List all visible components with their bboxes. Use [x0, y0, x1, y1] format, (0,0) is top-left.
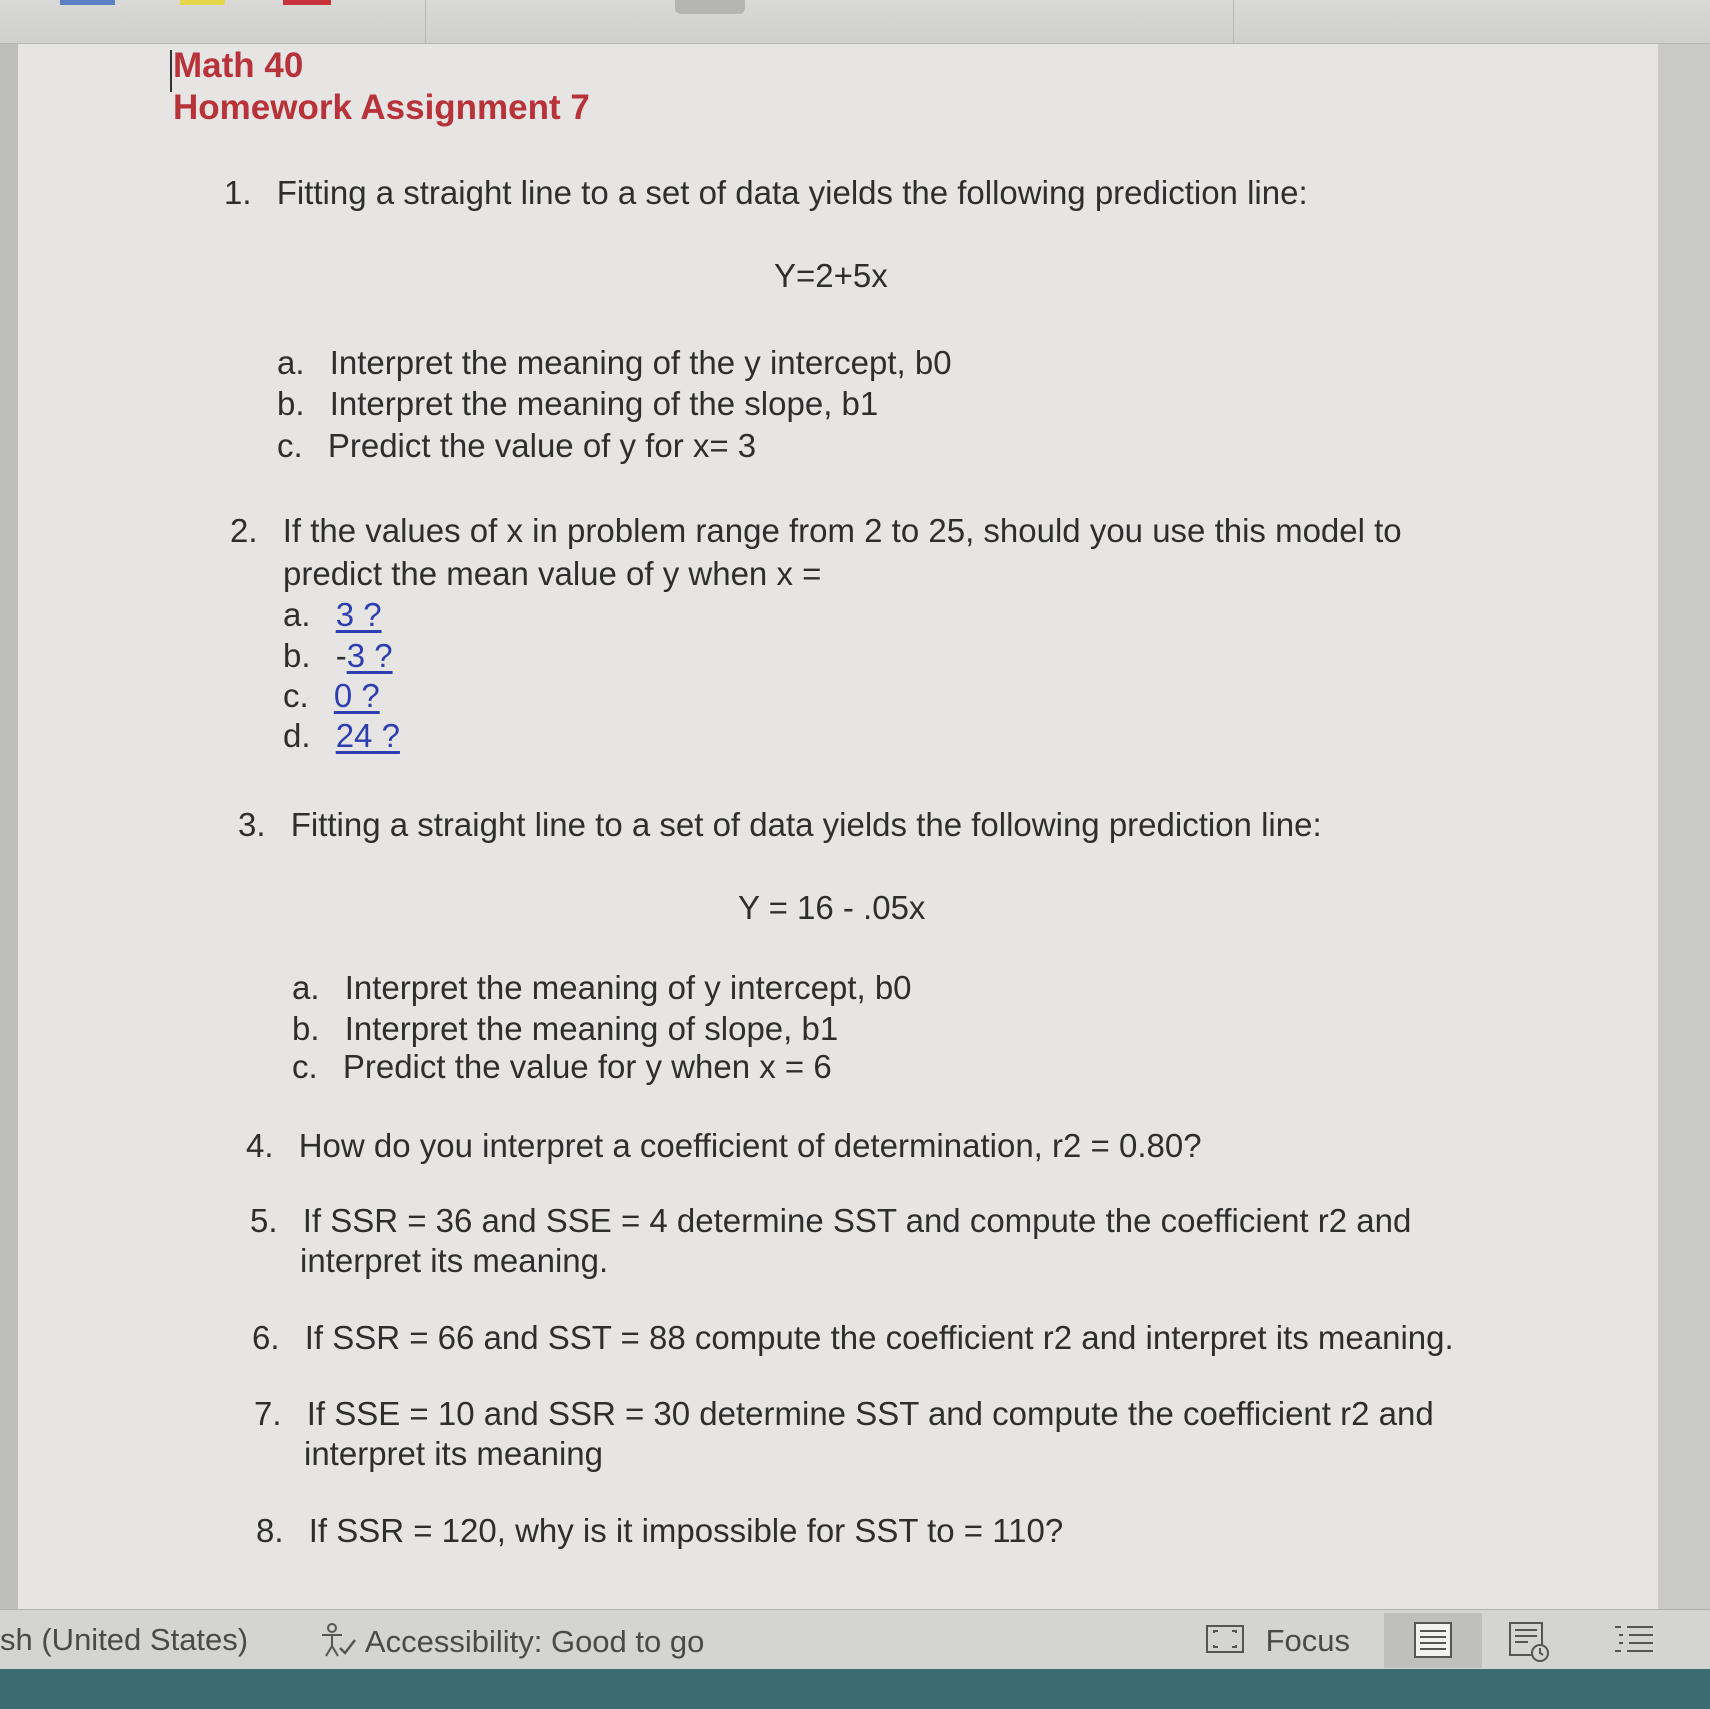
question-7: [254, 1395, 1434, 1433]
part-text: Interpret the meaning of y intercept, b0: [344, 969, 912, 1006]
focus-icon: [1205, 1623, 1245, 1655]
part-label: b.: [283, 637, 311, 674]
question-number: 6.: [252, 1319, 280, 1356]
question-8: [256, 1512, 1063, 1550]
question-2-part-c: [283, 677, 380, 715]
color-swatch-blue[interactable]: [60, 0, 115, 5]
assignment-title: Homework Assignment 7: [173, 88, 590, 127]
course-title: Math 40: [173, 46, 304, 85]
question-text: If SSR = 120, why is it impossible for SST to = 110?: [308, 1512, 1064, 1549]
value-prefix: -: [335, 637, 347, 674]
question-number: 4.: [246, 1127, 274, 1164]
toolbar-tab[interactable]: [675, 0, 745, 14]
question-text: If SSR = 36 and SSE = 4 determine SST and compute the coefficient r2 and: [302, 1202, 1412, 1239]
web-layout-icon: [1482, 1613, 1580, 1668]
accessibility-icon: [318, 1622, 358, 1658]
question-3-part-b: [292, 1010, 838, 1048]
part-label: d.: [283, 717, 311, 754]
toolbar-divider: [425, 0, 426, 44]
print-layout-icon: [1384, 1613, 1482, 1668]
question-4: [246, 1127, 1202, 1165]
accessibility-label: Accessibility: Good to go: [364, 1624, 705, 1659]
outline-view-button[interactable]: [1585, 1613, 1683, 1668]
question-6: [252, 1319, 1454, 1357]
part-label: c.: [277, 427, 303, 464]
part-label: b.: [292, 1010, 320, 1047]
part-label: a.: [292, 969, 320, 1006]
part-text: Interpret the meaning of the y intercept, b0: [329, 344, 952, 381]
question-5-continuation: interpret its meaning.: [300, 1242, 609, 1279]
question-2-continuation: predict the mean value of y when x =: [283, 555, 822, 592]
part-label: c.: [292, 1048, 318, 1085]
document-page[interactable]: [18, 44, 1658, 1609]
question-number: 8.: [256, 1512, 284, 1549]
question-text: Fitting a straight line to a set of data yields the following prediction line:: [290, 806, 1322, 843]
question-number: 7.: [254, 1395, 282, 1432]
question-number: 5.: [250, 1202, 278, 1239]
part-text: Interpret the meaning of the slope, b1: [329, 385, 879, 422]
part-label: b.: [277, 385, 305, 422]
question-2-part-d: [283, 717, 400, 755]
window-left-margin: [0, 44, 18, 1609]
part-label: a.: [283, 596, 311, 633]
question-1: [224, 174, 1308, 212]
question-3: [238, 806, 1322, 844]
hyperlink-value[interactable]: 0 ?: [333, 677, 380, 714]
question-2-part-b: [283, 637, 393, 675]
question-number: 3.: [238, 806, 266, 843]
question-1-part-c: [277, 427, 756, 465]
color-swatch-red[interactable]: [283, 0, 331, 5]
toolbar-divider: [1233, 0, 1234, 44]
question-text: Fitting a straight line to a set of data yields the following prediction line:: [276, 174, 1308, 211]
web-layout-view-button[interactable]: [1482, 1613, 1580, 1668]
part-text: Predict the value of y for x= 3: [327, 427, 757, 464]
hyperlink-value[interactable]: 24 ?: [335, 717, 400, 754]
question-text: If SSR = 66 and SST = 88 compute the coefficient r2 and interpret its meaning.: [304, 1319, 1454, 1356]
question-5: [250, 1202, 1411, 1240]
focus-mode-button[interactable]: [1205, 1623, 1350, 1659]
question-1-part-a: [277, 344, 952, 382]
text-cursor: [170, 50, 172, 92]
question-number: 1.: [224, 174, 252, 211]
hyperlink-value[interactable]: 3 ?: [335, 596, 382, 633]
question-text: If SSE = 10 and SSR = 30 determine SST and compute the coefficient r2 and: [306, 1395, 1434, 1432]
question-7-continuation: interpret its meaning: [304, 1435, 603, 1472]
hyperlink-value[interactable]: 3 ?: [346, 637, 393, 674]
outline-icon: [1585, 1613, 1683, 1668]
color-swatch-yellow[interactable]: [180, 0, 225, 5]
part-label: a.: [277, 344, 305, 381]
focus-label: Focus: [1265, 1623, 1351, 1658]
accessibility-status[interactable]: [318, 1622, 704, 1660]
question-3-part-a: [292, 969, 912, 1007]
part-label: c.: [283, 677, 309, 714]
question-2: [230, 512, 1402, 550]
print-layout-view-button[interactable]: [1384, 1613, 1482, 1668]
toolbar-strip: [0, 0, 1710, 44]
equation-3: Y = 16 - .05x: [738, 889, 926, 926]
question-3-part-c: [292, 1048, 832, 1086]
question-1-part-b: [277, 385, 878, 423]
status-bar: [0, 1609, 1710, 1669]
taskbar-strip: [0, 1669, 1710, 1709]
question-text: How do you interpret a coefficient of determination, r2 = 0.80?: [298, 1127, 1202, 1164]
part-text: Predict the value for y when x = 6: [342, 1048, 832, 1085]
question-number: 2.: [230, 512, 258, 549]
equation-1: Y=2+5x: [774, 257, 888, 294]
question-2-part-a: [283, 596, 382, 634]
part-text: Interpret the meaning of slope, b1: [344, 1010, 839, 1047]
language-indicator[interactable]: sh (United States): [0, 1622, 249, 1657]
question-text: If the values of x in problem range from 2 to 25, should you use this model to: [282, 512, 1402, 549]
